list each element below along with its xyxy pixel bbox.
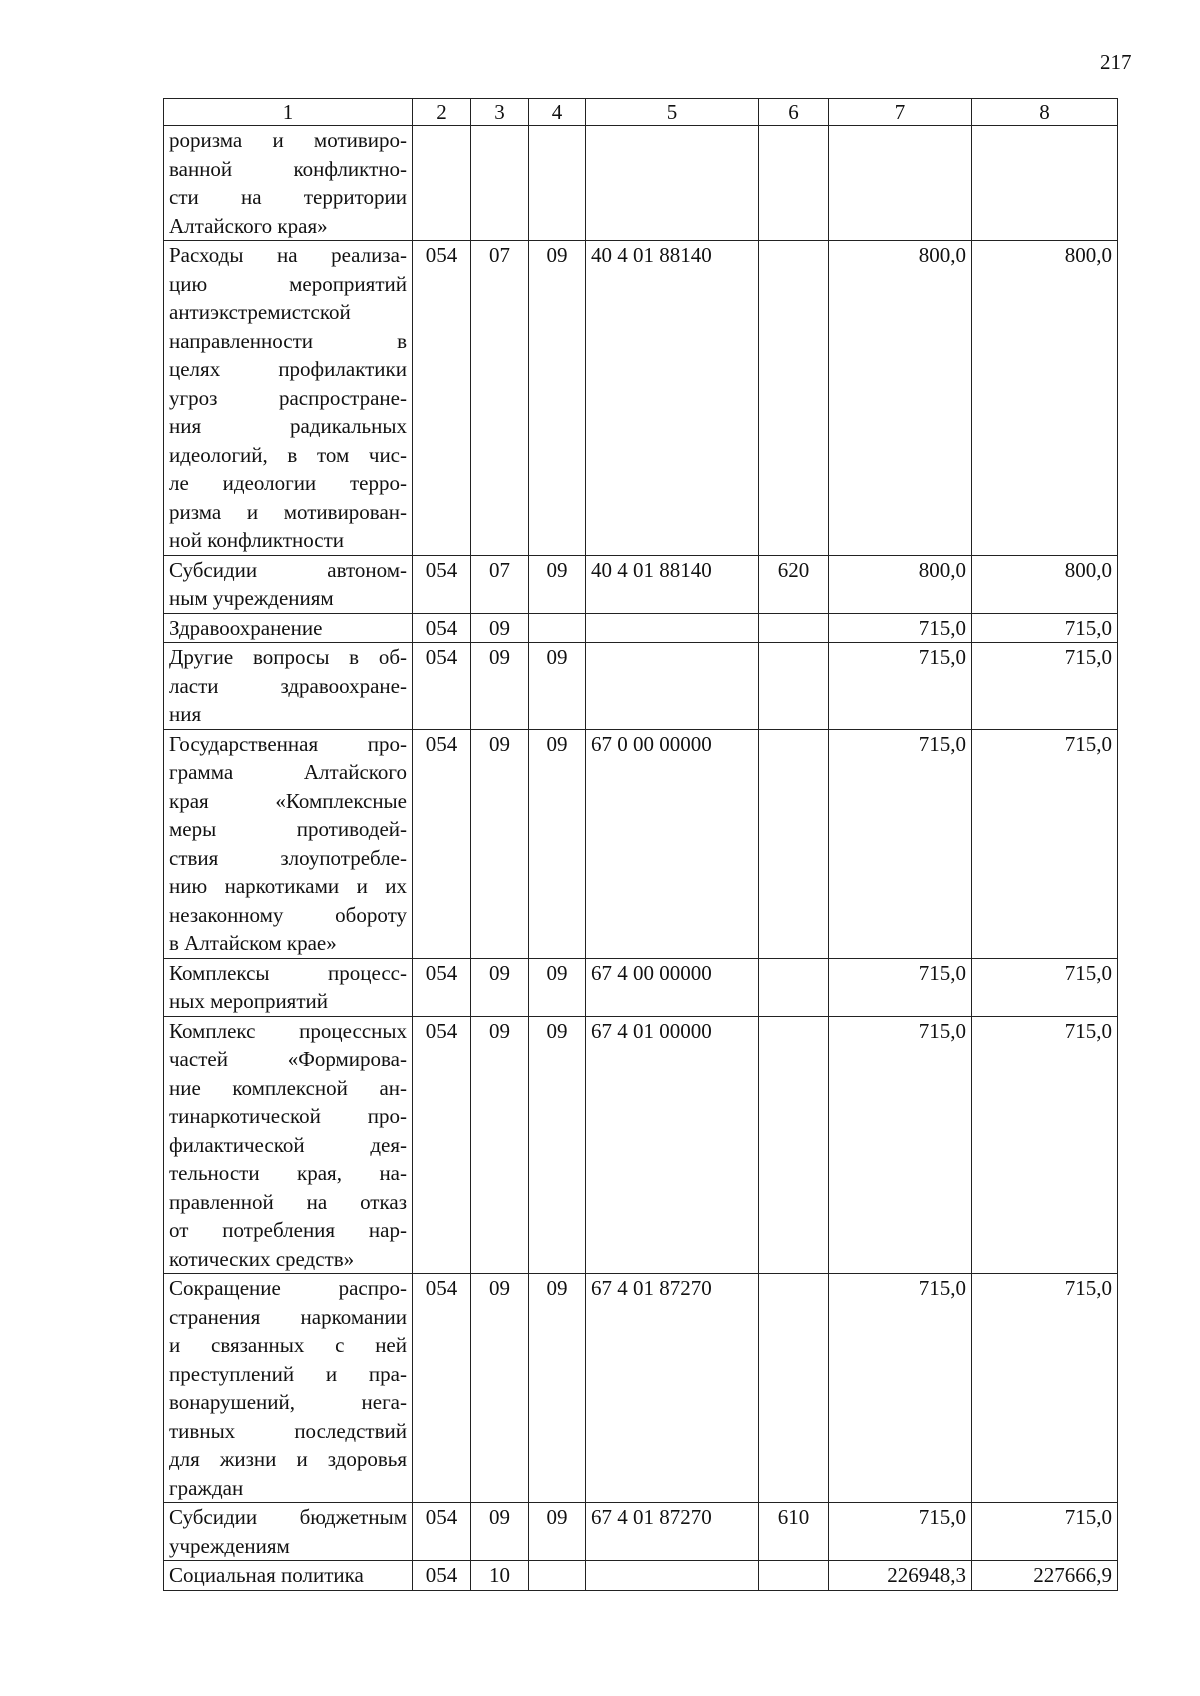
amount-year-1-cell: 715,0 xyxy=(829,613,972,643)
description-line: правленной на отказ xyxy=(169,1189,407,1214)
description-line: Субсидии автоном- xyxy=(169,557,407,582)
description-line: Алтайского края» xyxy=(169,213,328,238)
description-line: ласти здравоохране- xyxy=(169,673,407,698)
description-line: ствия злоупотребле- xyxy=(169,845,407,870)
section-code-cell: 09 xyxy=(471,1503,529,1561)
section-code-cell: 09 xyxy=(471,958,529,1016)
amount-year-1-cell: 715,0 xyxy=(829,1016,972,1274)
expense-type-code-cell xyxy=(759,729,829,958)
description-line: вонарушений, нега- xyxy=(169,1390,407,1414)
description-line: края «Комплексные xyxy=(169,788,407,813)
column-header: 2 xyxy=(413,99,471,126)
table-row xyxy=(164,643,1118,730)
section-code-cell: 09 xyxy=(471,1016,529,1274)
budget-table xyxy=(163,98,1118,1591)
amount-year-1-cell: 226948,3 xyxy=(829,1561,972,1591)
ministry-code-cell: 054 xyxy=(413,241,471,556)
ministry-code-cell xyxy=(413,126,471,241)
row-description xyxy=(164,958,413,1016)
section-code-cell xyxy=(471,126,529,241)
section-code-cell: 09 xyxy=(471,729,529,958)
description-line: ванной конфликтно- xyxy=(169,156,407,181)
subsection-code-cell: 09 xyxy=(529,241,586,556)
section-code-cell: 10 xyxy=(471,1561,529,1591)
target-article-code-cell xyxy=(586,613,759,643)
ministry-code-cell: 054 xyxy=(413,613,471,643)
column-header: 3 xyxy=(471,99,529,126)
subsection-code-cell xyxy=(529,613,586,643)
table-row xyxy=(164,1274,1118,1503)
expense-type-code-cell xyxy=(759,958,829,1016)
description-line: ризма и мотивирован- xyxy=(169,499,407,524)
subsection-code-cell: 09 xyxy=(529,1274,586,1503)
target-article-code-cell: 67 4 01 87270 xyxy=(586,1503,759,1561)
row-description xyxy=(164,1016,413,1274)
description-line: грамма Алтайского xyxy=(169,760,407,784)
description-line: для жизни и здоровья xyxy=(169,1447,407,1471)
amount-year-2-cell: 715,0 xyxy=(972,1503,1118,1561)
target-article-code-cell: 67 0 00 00000 xyxy=(586,729,759,958)
table-row xyxy=(164,729,1118,958)
description-line: учреждениям xyxy=(169,1533,290,1558)
description-line: ной конфликтности xyxy=(169,528,345,552)
table-body xyxy=(164,126,1118,1591)
table-row xyxy=(164,1503,1118,1561)
expense-type-code-cell xyxy=(759,1561,829,1591)
subsection-code-cell: 09 xyxy=(529,555,586,613)
description-line: цию мероприятий xyxy=(169,271,407,296)
ministry-code-cell: 054 xyxy=(413,1274,471,1503)
amount-year-2-cell: 715,0 xyxy=(972,729,1118,958)
description-line: и связанных с ней xyxy=(169,1333,407,1357)
page-number: 217 xyxy=(1100,50,1132,74)
row-description xyxy=(164,643,413,730)
subsection-code-cell: 09 xyxy=(529,1016,586,1274)
subsection-code-cell: 09 xyxy=(529,643,586,730)
description-line: угроз распростране- xyxy=(169,385,407,410)
amount-year-2-cell: 715,0 xyxy=(972,1274,1118,1503)
description-line: от потребления нар- xyxy=(169,1218,407,1242)
expense-type-code-cell xyxy=(759,643,829,730)
column-header: 1 xyxy=(164,99,413,126)
description-line: преступлений и пра- xyxy=(169,1361,407,1386)
row-description xyxy=(164,613,413,643)
target-article-code-cell: 40 4 01 88140 xyxy=(586,241,759,556)
amount-year-1-cell: 715,0 xyxy=(829,729,972,958)
row-description xyxy=(164,1503,413,1561)
description-line: незаконному обороту xyxy=(169,902,407,927)
description-line: сти на территории xyxy=(169,185,407,209)
table-row xyxy=(164,555,1118,613)
description-line: филактической дея- xyxy=(169,1132,407,1157)
expense-type-code-cell xyxy=(759,613,829,643)
target-article-code-cell xyxy=(586,1561,759,1591)
expense-type-code-cell xyxy=(759,1274,829,1503)
amount-year-1-cell: 715,0 xyxy=(829,958,972,1016)
subsection-code-cell: 09 xyxy=(529,1503,586,1561)
description-line: частей «Формирова- xyxy=(169,1047,407,1071)
amount-year-2-cell: 715,0 xyxy=(972,613,1118,643)
expense-type-code-cell: 610 xyxy=(759,1503,829,1561)
description-line: ным учреждениям xyxy=(169,586,334,610)
description-line: граждан xyxy=(169,1475,244,1500)
description-line: направленности в xyxy=(169,328,407,353)
description-line: Другие вопросы в об- xyxy=(169,645,407,669)
amount-year-1-cell: 715,0 xyxy=(829,1503,972,1561)
ministry-code-cell: 054 xyxy=(413,1561,471,1591)
description-line: тинаркотической про- xyxy=(169,1104,407,1128)
subsection-code-cell xyxy=(529,1561,586,1591)
description-line: тельности края, на- xyxy=(169,1161,407,1185)
ministry-code-cell: 054 xyxy=(413,1016,471,1274)
row-description xyxy=(164,126,413,241)
section-code-cell: 09 xyxy=(471,643,529,730)
column-header: 8 xyxy=(972,99,1118,126)
description-line: ния радикальных xyxy=(169,414,407,438)
target-article-code-cell xyxy=(586,643,759,730)
description-line: Комплекс процессных xyxy=(169,1018,407,1043)
target-article-code-cell xyxy=(586,126,759,241)
amount-year-2-cell: 715,0 xyxy=(972,1016,1118,1274)
description-line: Государственная про- xyxy=(169,731,407,756)
description-line: Здравоохранение xyxy=(169,615,323,640)
row-description xyxy=(164,1274,413,1503)
table-header-row xyxy=(164,99,1118,126)
amount-year-2-cell: 800,0 xyxy=(972,241,1118,556)
table-row xyxy=(164,958,1118,1016)
subsection-code-cell: 09 xyxy=(529,958,586,1016)
subsection-code-cell: 09 xyxy=(529,729,586,958)
target-article-code-cell: 67 4 01 87270 xyxy=(586,1274,759,1503)
description-line: Социальная политика xyxy=(169,1563,364,1587)
amount-year-1-cell xyxy=(829,126,972,241)
description-line: целях профилактики xyxy=(169,357,407,381)
description-line: Субсидии бюджетным xyxy=(169,1505,407,1529)
table-row xyxy=(164,1561,1118,1591)
description-line: странения наркомании xyxy=(169,1304,407,1329)
amount-year-1-cell: 800,0 xyxy=(829,241,972,556)
amount-year-1-cell: 715,0 xyxy=(829,643,972,730)
amount-year-2-cell: 227666,9 xyxy=(972,1561,1118,1591)
expense-type-code-cell xyxy=(759,126,829,241)
description-line: нию наркотиками и их xyxy=(169,874,407,898)
description-line: меры противодей- xyxy=(169,817,407,841)
ministry-code-cell: 054 xyxy=(413,643,471,730)
amount-year-2-cell xyxy=(972,126,1118,241)
table-row xyxy=(164,241,1118,556)
column-header: 6 xyxy=(759,99,829,126)
description-line: антиэкстремистской xyxy=(169,300,351,324)
description-line: котических средств» xyxy=(169,1246,355,1271)
table-row xyxy=(164,1016,1118,1274)
section-code-cell: 09 xyxy=(471,1274,529,1503)
description-line: роризма и мотивиро- xyxy=(169,128,407,152)
description-line: ние комплексной ан- xyxy=(169,1075,407,1100)
subsection-code-cell xyxy=(529,126,586,241)
amount-year-2-cell: 715,0 xyxy=(972,958,1118,1016)
column-header: 5 xyxy=(586,99,759,126)
expense-type-code-cell: 620 xyxy=(759,555,829,613)
description-line: ле идеологии терро- xyxy=(169,471,407,495)
target-article-code-cell: 40 4 01 88140 xyxy=(586,555,759,613)
description-line: Комплексы процесс- xyxy=(169,960,407,985)
section-code-cell: 07 xyxy=(471,241,529,556)
ministry-code-cell: 054 xyxy=(413,555,471,613)
column-header: 4 xyxy=(529,99,586,126)
amount-year-2-cell: 800,0 xyxy=(972,555,1118,613)
table-row xyxy=(164,126,1118,241)
ministry-code-cell: 054 xyxy=(413,1503,471,1561)
section-code-cell: 07 xyxy=(471,555,529,613)
description-line: Сокращение распро- xyxy=(169,1276,407,1300)
target-article-code-cell: 67 4 01 00000 xyxy=(586,1016,759,1274)
row-description xyxy=(164,729,413,958)
description-line: Расходы на реализа- xyxy=(169,243,407,267)
expense-type-code-cell xyxy=(759,241,829,556)
description-line: тивных последствий xyxy=(169,1418,407,1443)
description-line: идеологий, в том чис- xyxy=(169,442,407,467)
table-row xyxy=(164,613,1118,643)
target-article-code-cell: 67 4 00 00000 xyxy=(586,958,759,1016)
amount-year-1-cell: 715,0 xyxy=(829,1274,972,1503)
description-line: ных мероприятий xyxy=(169,989,328,1013)
description-line: ния xyxy=(169,702,202,726)
amount-year-1-cell: 800,0 xyxy=(829,555,972,613)
ministry-code-cell: 054 xyxy=(413,958,471,1016)
description-line: в Алтайском крае» xyxy=(169,931,337,955)
row-description xyxy=(164,1561,413,1591)
column-header: 7 xyxy=(829,99,972,126)
row-description xyxy=(164,241,413,556)
amount-year-2-cell: 715,0 xyxy=(972,643,1118,730)
row-description xyxy=(164,555,413,613)
section-code-cell: 09 xyxy=(471,613,529,643)
expense-type-code-cell xyxy=(759,1016,829,1274)
ministry-code-cell: 054 xyxy=(413,729,471,958)
